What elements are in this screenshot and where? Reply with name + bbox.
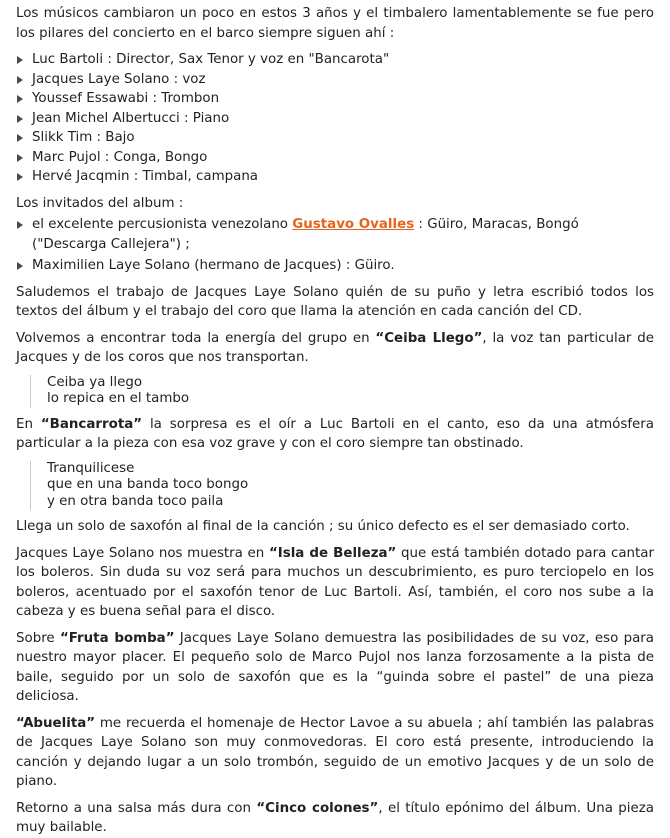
cinco-paragraph: Retorno a una salsa más dura con “Cinco colones”, el título epónimo del álbum. Una pieza muy bailable.: [16, 800, 654, 835]
song-title-bancarrota: “Bancarrota”: [40, 416, 143, 432]
list-item: Jacques Laye Solano : voz: [16, 70, 654, 90]
list-item: Slikk Tim : Bajo: [16, 128, 654, 148]
list-item: Jean Michel Albertucci : Piano: [16, 109, 654, 129]
lyric-line: Ceiba ya llego: [47, 374, 143, 390]
musicians-list: [16, 50, 654, 187]
guest-text-before: el excelente percusionista venezolano: [32, 217, 293, 232]
lyric-line: y en otra banda toco paila: [47, 493, 224, 509]
list-item: Marc Pujol : Conga, Bongo: [16, 148, 654, 168]
list-item: Youssef Essawabi : Trombon: [16, 89, 654, 109]
lyrics-quote-bancarrota: [30, 461, 654, 511]
abuelita-paragraph: “Abuelita” me recuerda el homenaje de Hector Lavoe a su abuela ; ahí también las palabras de Jacques Laye Solano son muy conmovedoras. El coro está presente, introduciendo la canción y dejando lugar a un solo trombón, seguido de un emotivo Jacques y de un solo de piano.: [16, 715, 654, 789]
salute-paragraph: Saludemos el trabajo de Jacques Laye Solano quién de su puño y letra escribió todos los textos del álbum y el trabajo del coro que llama la atención en cada canción del CD.: [16, 284, 654, 319]
song-title-isla: “Isla de Belleza”: [268, 545, 397, 561]
lyric-line: Tranquilicese: [47, 460, 135, 476]
list-item: Luc Bartoli : Director, Sax Tenor y voz en "Bancarota": [16, 50, 654, 70]
isla-paragraph: Jacques Laye Solano nos muestra en “Isla de Belleza” que está también dotado para cantar los boleros. Sin duda su voz será para muchos un descubrimiento, es puro terciopelo en los boleros, acentuado por el saxofón tenor de Luc Bartoli. Así, también, el coro nos sube a la cabeza y es buena señal para el disco.: [16, 545, 654, 619]
lyric-line: que en una banda toco bongo: [47, 477, 249, 492]
song-title-abuelita: “Abuelita”: [16, 715, 96, 731]
fruta-paragraph: Sobre “Fruta bomba” Jacques Laye Solano demuestra las posibilidades de su voz, eso para nuestro mayor placer. El pequeño solo de Marco Pujol nos lanza forzosamente a la pista de baile, seguido por un solo de saxofón que es la “guinda sobre el pastel” de una pieza deliciosa.: [16, 630, 654, 704]
list-item: Hervé Jacqmin : Timbal, campana: [16, 167, 654, 187]
ceiba-paragraph: Volvemos a encontrar toda la energía del grupo en “Ceiba Llego”, la voz tan particular de Jacques y de los coros que nos transportan.: [16, 330, 654, 365]
guests-list: [16, 215, 654, 276]
list-item: Maximilien Laye Solano (hermano de Jacques) : Güiro.: [16, 256, 654, 276]
saxo-paragraph: Llega un solo de saxofón al final de la canción ; su único defecto es el ser demasiado corto.: [16, 519, 630, 534]
lyrics-quote-ceiba: [30, 375, 654, 408]
list-item: [16, 215, 654, 254]
intro-paragraph: Los músicos cambiaron un poco en estos 3 años y el timbalero lamentablemente se fue pero los pilares del concierto en el barco siempre siguen ahí :: [16, 6, 654, 41]
guests-heading: Los invitados del album :: [16, 195, 184, 211]
song-title-ceiba: “Ceiba Llego”: [375, 330, 483, 346]
gustavo-ovalles-link[interactable]: Gustavo Ovalles: [292, 217, 415, 232]
song-title-fruta: “Fruta bomba”: [59, 630, 175, 646]
guest-text-after: : Güiro, Maracas, Bongó ("Descarga Callejera") ;: [32, 217, 579, 252]
lyric-line: lo repica en el tambo: [47, 391, 190, 406]
song-title-cinco: “Cinco colones”: [256, 800, 379, 816]
bancarrota-paragraph: En “Bancarrota” la sorpresa es el oír a Luc Bartoli en el canto, eso da una atmósfera particular a la pieza con esa voz grave y con el coro siempre tan obstinado.: [16, 416, 654, 451]
